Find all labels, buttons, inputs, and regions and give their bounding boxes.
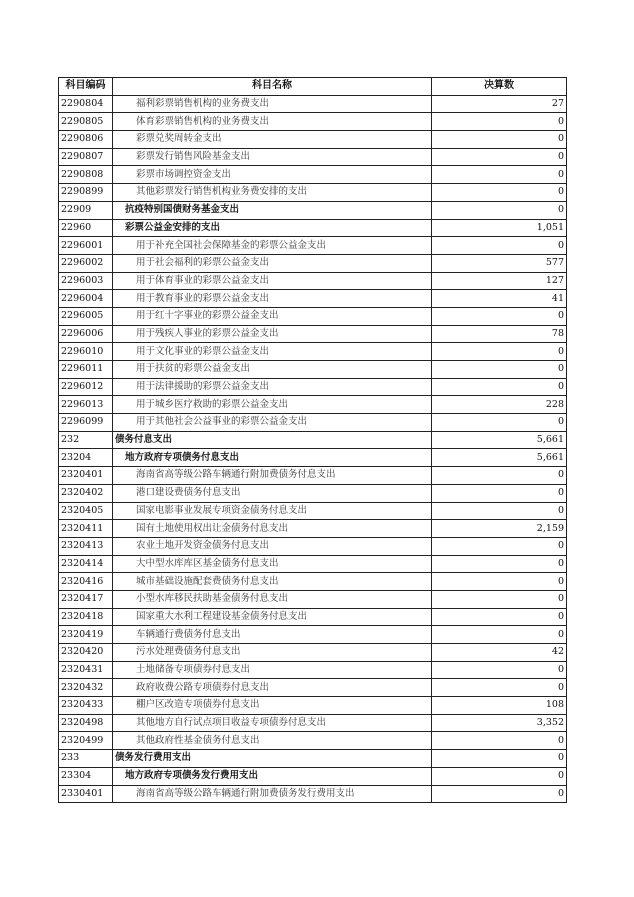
row-name: 福利彩票销售机构的业务费支出 [113, 95, 432, 113]
row-amount: 0 [432, 307, 567, 325]
row-amount: 27 [432, 95, 567, 113]
row-name: 用于城乡医疗救助的彩票公益金支出 [113, 396, 432, 414]
row-code: 2320411 [59, 520, 113, 538]
table-row [59, 378, 567, 396]
row-code: 2296010 [59, 343, 113, 361]
table-row [59, 785, 567, 803]
row-name: 农业土地开发资金债务付息支出 [113, 537, 432, 555]
table-row [59, 254, 567, 272]
row-code: 2296003 [59, 272, 113, 290]
table-row [59, 537, 567, 555]
row-name: 用于法律援助的彩票公益金支出 [113, 378, 432, 396]
table-row [59, 237, 567, 255]
row-code: 2330401 [59, 785, 113, 803]
table-row [59, 131, 567, 149]
row-amount: 228 [432, 396, 567, 414]
row-amount: 0 [432, 661, 567, 679]
table-row [59, 732, 567, 750]
row-code: 2296002 [59, 254, 113, 272]
row-code: 2320498 [59, 714, 113, 732]
table-row [59, 325, 567, 343]
row-amount: 0 [432, 414, 567, 432]
row-code: 2320432 [59, 679, 113, 697]
row-amount: 0 [432, 732, 567, 750]
row-amount: 0 [432, 484, 567, 502]
row-code: 2320405 [59, 502, 113, 520]
row-name: 污水处理费债务付息支出 [113, 644, 432, 662]
table-row [59, 697, 567, 715]
table-row [59, 166, 567, 184]
row-name: 用于残疾人事业的彩票公益金支出 [113, 325, 432, 343]
row-amount: 0 [432, 679, 567, 697]
row-name: 用于红十字事业的彩票公益金支出 [113, 307, 432, 325]
row-amount: 0 [432, 608, 567, 626]
table-row [59, 626, 567, 644]
row-amount: 0 [432, 131, 567, 149]
table-row [59, 714, 567, 732]
row-name: 地方政府专项债务付息支出 [113, 449, 432, 467]
table-row [59, 608, 567, 626]
table-row [59, 467, 567, 485]
table-row [59, 661, 567, 679]
table-row [59, 95, 567, 113]
row-name: 土地储备专项债券付息支出 [113, 661, 432, 679]
row-name: 国家电影事业发展专项资金债务付息支出 [113, 502, 432, 520]
row-code: 2320431 [59, 661, 113, 679]
row-amount: 42 [432, 644, 567, 662]
row-name: 棚户区改造专项债券付息支出 [113, 697, 432, 715]
row-code: 2320402 [59, 484, 113, 502]
row-amount: 0 [432, 555, 567, 573]
row-code: 232 [59, 431, 113, 449]
table-row [59, 184, 567, 202]
row-code: 2290804 [59, 95, 113, 113]
table-row [59, 573, 567, 591]
row-amount: 127 [432, 272, 567, 290]
row-name: 城市基础设施配套费债务付息支出 [113, 573, 432, 591]
row-code: 2296006 [59, 325, 113, 343]
row-amount: 0 [432, 237, 567, 255]
row-code: 2320419 [59, 626, 113, 644]
table-row [59, 201, 567, 219]
row-name: 彩票兑奖周转金支出 [113, 131, 432, 149]
row-code: 2320401 [59, 467, 113, 485]
row-amount: 1,051 [432, 219, 567, 237]
row-amount: 0 [432, 537, 567, 555]
row-code: 2290805 [59, 113, 113, 131]
row-code: 2320413 [59, 537, 113, 555]
table-row [59, 290, 567, 308]
row-name: 国家重大水利工程建设基金债务付息支出 [113, 608, 432, 626]
row-code: 2290806 [59, 131, 113, 149]
row-amount: 0 [432, 148, 567, 166]
table-row [59, 113, 567, 131]
row-name: 用于其他社会公益事业的彩票公益金支出 [113, 414, 432, 432]
header-amount: 决算数 [432, 78, 567, 96]
row-code: 2290807 [59, 148, 113, 166]
table-row [59, 520, 567, 538]
row-amount: 0 [432, 113, 567, 131]
row-code: 23204 [59, 449, 113, 467]
row-code: 2296005 [59, 307, 113, 325]
table-row [59, 343, 567, 361]
table-row [59, 644, 567, 662]
row-code: 22909 [59, 201, 113, 219]
row-amount: 0 [432, 785, 567, 803]
row-amount: 0 [432, 343, 567, 361]
row-code: 2290808 [59, 166, 113, 184]
row-amount: 0 [432, 378, 567, 396]
row-amount: 41 [432, 290, 567, 308]
table-row [59, 219, 567, 237]
table-row [59, 502, 567, 520]
row-name: 彩票市场调控资金支出 [113, 166, 432, 184]
row-amount: 5,661 [432, 449, 567, 467]
row-name: 用于教育事业的彩票公益金支出 [113, 290, 432, 308]
table-row [59, 590, 567, 608]
header-row [59, 78, 567, 96]
row-code: 2290899 [59, 184, 113, 202]
row-amount: 0 [432, 184, 567, 202]
row-name: 地方政府专项债务发行费用支出 [113, 767, 432, 785]
row-code: 2296012 [59, 378, 113, 396]
row-name: 彩票发行销售风险基金支出 [113, 148, 432, 166]
row-name: 用于扶贫的彩票公益金支出 [113, 361, 432, 379]
row-amount: 0 [432, 573, 567, 591]
row-amount: 3,352 [432, 714, 567, 732]
row-amount: 0 [432, 626, 567, 644]
row-name: 车辆通行费债务付息支出 [113, 626, 432, 644]
row-name: 用于补充全国社会保障基金的彩票公益金支出 [113, 237, 432, 255]
table-row [59, 361, 567, 379]
row-amount: 0 [432, 750, 567, 768]
table-row [59, 414, 567, 432]
row-code: 2320499 [59, 732, 113, 750]
table-row [59, 449, 567, 467]
header-code: 科目编码 [59, 78, 113, 96]
row-code: 2320433 [59, 697, 113, 715]
row-name: 其他政府性基金债务付息支出 [113, 732, 432, 750]
row-code: 2296004 [59, 290, 113, 308]
row-name: 小型水库移民扶助基金债务付息支出 [113, 590, 432, 608]
header-name: 科目名称 [113, 78, 432, 96]
row-name: 债务发行费用支出 [113, 750, 432, 768]
row-name: 用于体育事业的彩票公益金支出 [113, 272, 432, 290]
row-name: 其他地方自行试点项目收益专项债券付息支出 [113, 714, 432, 732]
table-row [59, 679, 567, 697]
row-code: 22960 [59, 219, 113, 237]
row-name: 体育彩票销售机构的业务费支出 [113, 113, 432, 131]
row-amount: 577 [432, 254, 567, 272]
row-code: 2296099 [59, 414, 113, 432]
row-amount: 0 [432, 767, 567, 785]
row-name: 用于社会福利的彩票公益金支出 [113, 254, 432, 272]
table-row [59, 555, 567, 573]
row-code: 2320417 [59, 590, 113, 608]
table-row [59, 307, 567, 325]
row-code: 2320420 [59, 644, 113, 662]
table-row [59, 431, 567, 449]
row-name: 国有土地使用权出让金债务付息支出 [113, 520, 432, 538]
row-amount: 0 [432, 201, 567, 219]
row-code: 2296013 [59, 396, 113, 414]
table-row [59, 148, 567, 166]
row-name: 债务付息支出 [113, 431, 432, 449]
row-amount: 0 [432, 361, 567, 379]
row-name: 用于文化事业的彩票公益金支出 [113, 343, 432, 361]
row-name: 大中型水库库区基金债务付息支出 [113, 555, 432, 573]
table-row [59, 484, 567, 502]
row-amount: 78 [432, 325, 567, 343]
row-amount: 0 [432, 590, 567, 608]
row-name: 其他彩票发行销售机构业务费安排的支出 [113, 184, 432, 202]
row-name: 海南省高等级公路车辆通行附加费债务付息支出 [113, 467, 432, 485]
row-code: 2320416 [59, 573, 113, 591]
row-code: 2296001 [59, 237, 113, 255]
row-amount: 5,661 [432, 431, 567, 449]
table-row [59, 396, 567, 414]
row-code: 2296011 [59, 361, 113, 379]
table-row [59, 767, 567, 785]
row-name: 港口建设费债务付息支出 [113, 484, 432, 502]
row-code: 233 [59, 750, 113, 768]
row-amount: 0 [432, 502, 567, 520]
row-code: 2320414 [59, 555, 113, 573]
row-name: 彩票公益金安排的支出 [113, 219, 432, 237]
row-amount: 0 [432, 467, 567, 485]
row-name: 海南省高等级公路车辆通行附加费债务发行费用支出 [113, 785, 432, 803]
row-amount: 0 [432, 166, 567, 184]
table-body [59, 95, 567, 803]
row-code: 2320418 [59, 608, 113, 626]
table-row [59, 272, 567, 290]
row-name: 抗疫特别国债财务基金支出 [113, 201, 432, 219]
row-name: 政府收费公路专项债券付息支出 [113, 679, 432, 697]
row-code: 23304 [59, 767, 113, 785]
table-row [59, 750, 567, 768]
row-amount: 2,159 [432, 520, 567, 538]
row-amount: 108 [432, 697, 567, 715]
budget-table [58, 77, 567, 803]
